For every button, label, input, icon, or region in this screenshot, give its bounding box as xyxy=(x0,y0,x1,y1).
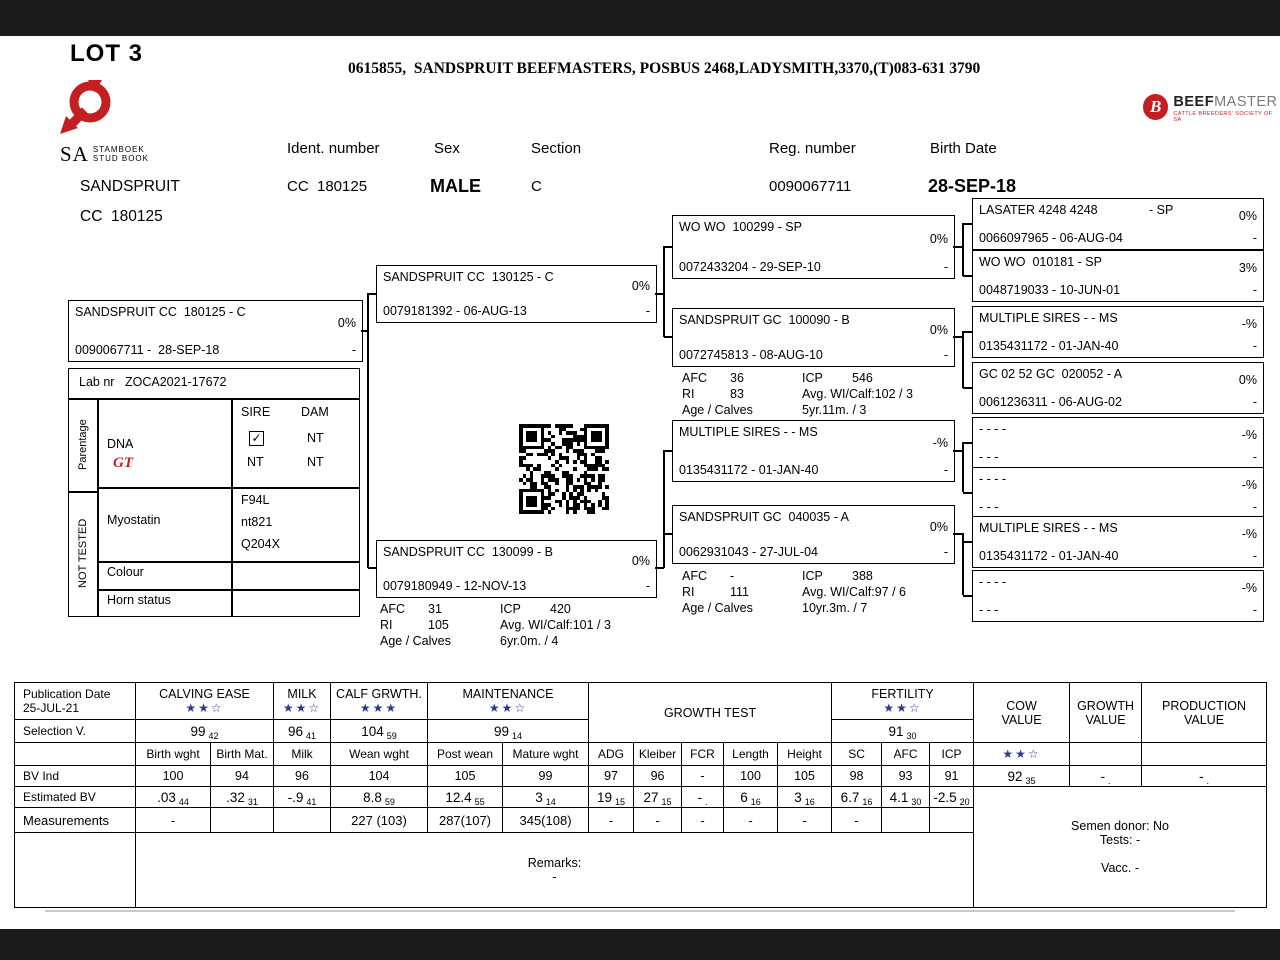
group-header-fertility: FERTILITY ★★☆ xyxy=(832,683,974,720)
afc-value: - xyxy=(730,569,735,583)
empty-cell xyxy=(15,833,136,908)
value-cell: 227 (103) xyxy=(331,808,428,833)
not-tested-side-label: NOT TESTED xyxy=(77,518,89,589)
star-rating: ★★☆ xyxy=(185,701,224,715)
sa-stamboek-logo xyxy=(58,76,188,166)
top-black-bar xyxy=(0,0,1280,36)
pedigree-box-ggp5 xyxy=(972,417,1264,469)
animal-reg: 0135431172 - 01-JAN-40 xyxy=(679,463,819,477)
dna-dam-value: NT xyxy=(307,431,324,445)
lab-value: ZOCA2021-17672 xyxy=(125,375,227,389)
tests-text: Tests: - xyxy=(1099,833,1141,847)
col-header: ADG xyxy=(589,743,634,766)
pedigree-box-ggp2 xyxy=(972,250,1264,302)
avg-value: 102 / 3 xyxy=(874,387,913,401)
age-label: Age / Calves xyxy=(682,601,753,615)
group-header-milk: MILK ★★☆ xyxy=(274,683,331,720)
value-cell: - xyxy=(832,808,882,833)
value-cell: 6 $_{16}$ xyxy=(724,787,778,808)
bottom-black-bar xyxy=(0,929,1280,960)
value-cell xyxy=(930,808,974,833)
myostatin-value-3: Q204X xyxy=(241,537,280,551)
performance-table xyxy=(14,682,1267,908)
sa-logo-line2: STUD BOOK xyxy=(92,154,149,163)
growth-value-cell: - $_.$ xyxy=(1070,766,1142,787)
sire-column-header: SIRE xyxy=(241,405,271,419)
value-cell: - $_.$ xyxy=(682,787,724,808)
value-cell: - xyxy=(136,808,211,833)
age-value: 5yr.11m. / 3 xyxy=(802,403,867,417)
value-cell: 287(107) xyxy=(428,808,503,833)
value-cell: - xyxy=(778,808,832,833)
pedigree-connector xyxy=(963,442,972,444)
dash-value: - xyxy=(1252,283,1257,297)
pedigree-connector xyxy=(663,450,665,568)
qr-code xyxy=(519,424,609,514)
animal-name: SANDSPRUIT CC 130125 - C xyxy=(383,270,554,284)
value-cell: 4.1 $_{30}$ xyxy=(882,787,930,808)
semen-donor-text: Semen donor: No xyxy=(1071,819,1170,833)
icp-label: ICP xyxy=(500,602,521,616)
birth-date-value: 28-SEP-18 xyxy=(928,176,1017,196)
empty-cell xyxy=(1070,743,1142,766)
avg-value: 101 / 3 xyxy=(572,618,611,632)
animal-reg: 0135431172 - 01-JAN-40 xyxy=(979,549,1119,563)
selection-value: 99 $_{42}$ xyxy=(136,720,274,743)
inbreeding-pct: 0% xyxy=(631,279,650,293)
age-label: Age / Calves xyxy=(682,403,753,417)
animal-name: MULTIPLE SIRES - - MS xyxy=(979,311,1118,325)
beefmaster-circle-icon: B xyxy=(1143,94,1168,120)
dam-stats xyxy=(380,602,611,650)
inbreeding-pct: 0% xyxy=(1238,373,1257,387)
dash-value: - xyxy=(1252,395,1257,409)
pedigree-box-sire xyxy=(376,265,657,323)
bv-index-row-label: BV Ind xyxy=(15,766,136,787)
pedigree-connector xyxy=(664,336,672,338)
pedigree-connector xyxy=(655,293,664,295)
col-header: Post wean xyxy=(428,743,503,766)
col-header: Length xyxy=(724,743,778,766)
avg-label: Avg. WI/Calf: xyxy=(802,585,875,599)
pedigree-box-dam xyxy=(376,540,657,598)
inbreeding-pct: 0% xyxy=(337,316,356,330)
pedigree-connector xyxy=(963,595,972,597)
icp-label: ICP xyxy=(802,371,823,385)
animal-reg: - - - xyxy=(979,500,999,514)
value-cell: - xyxy=(634,808,682,833)
col-header: Mature wght xyxy=(503,743,589,766)
dash-value: - xyxy=(943,463,948,477)
remarks-cell xyxy=(136,833,974,908)
parentage-panel xyxy=(68,398,360,617)
col-header: Kleiber xyxy=(634,743,682,766)
pedigree-connector xyxy=(664,533,672,535)
animal-name: WO WO 100299 - SP xyxy=(679,220,802,234)
animal-reg: 0072745813 - 08-AUG-10 xyxy=(679,348,823,362)
animal-reg: 0062931043 - 27-JUL-04 xyxy=(679,545,818,559)
animal-name: SANDSPRUIT GC 100090 - B xyxy=(679,313,850,327)
horn-status-label: Horn status xyxy=(107,593,171,607)
col-header: Birth wght xyxy=(136,743,211,766)
dash-value: - xyxy=(1252,231,1257,245)
cow-value-stars xyxy=(974,743,1070,766)
gt-dam-value: NT xyxy=(307,455,324,469)
myostatin-value-1: F94L xyxy=(241,493,270,507)
pedigree-box-ggp8 xyxy=(972,570,1264,622)
star-rating: ★★☆ xyxy=(883,701,922,715)
col-header: Height xyxy=(778,743,832,766)
breeder-line: 0615855, SANDSPRUIT BEEFMASTERS, POSBUS 2468,LADYSMITH,3370,(T)083-631 3790 xyxy=(348,60,981,77)
animal-name: - - - - xyxy=(979,422,1007,436)
col-header: Birth Mat. xyxy=(211,743,274,766)
dash-value: - xyxy=(943,545,948,559)
reg-number-label: Reg. number xyxy=(769,140,856,157)
measurements-row-label: Measurements xyxy=(15,808,136,833)
group-header-production-value: PRODUCTION VALUE xyxy=(1142,683,1267,743)
inbreeding-pct: -% xyxy=(1241,317,1257,331)
animal-reg: - - - xyxy=(979,450,999,464)
value-cell: 100 xyxy=(724,766,778,787)
icp-value: 388 xyxy=(852,569,873,583)
pedigree-connector xyxy=(953,336,963,338)
star-rating: ★★★ xyxy=(359,701,399,715)
pedigree-connector xyxy=(963,223,972,225)
col-header: SC xyxy=(832,743,882,766)
pedigree-box-ggp1 xyxy=(972,198,1264,250)
dash-value: - xyxy=(1252,549,1257,563)
animal-name: WO WO 010181 - SP xyxy=(979,255,1102,269)
footer-divider xyxy=(45,910,1235,912)
lab-number-box xyxy=(68,368,360,400)
pedigree-box-ggp7 xyxy=(972,516,1264,568)
pedigree-box-gp3 xyxy=(672,420,955,482)
sa-logo-line1: STAMBOEK xyxy=(92,145,145,154)
value-cell: 98 xyxy=(832,766,882,787)
value-cell: 345(108) xyxy=(503,808,589,833)
dash-value: - xyxy=(645,579,650,593)
pedigree-connector xyxy=(963,275,972,277)
dash-value: - xyxy=(351,343,356,357)
production-value-cell: - $_.$ xyxy=(1142,766,1267,787)
animal-name: - - - - xyxy=(979,575,1007,589)
dna-sire-checkbox: ✓ xyxy=(249,431,264,446)
value-cell xyxy=(274,808,331,833)
animal-name-line2: CC 180125 xyxy=(80,208,163,225)
value-cell: -.9 $_{41}$ xyxy=(274,787,331,808)
pedigree-box-gp2 xyxy=(672,308,955,367)
pedigree-box-ggp6 xyxy=(972,467,1264,519)
estimated-bv-row-label: Estimated BV xyxy=(15,787,136,808)
icp-value: 420 xyxy=(550,602,571,616)
ident-number-label: Ident. number xyxy=(287,140,380,157)
beefmaster-subtitle: CATTLE BREEDERS' SOCIETY OF SA xyxy=(1173,111,1273,123)
pedigree-connector xyxy=(953,450,963,452)
sex-label: Sex xyxy=(434,140,460,157)
ri-value: 83 xyxy=(730,387,744,401)
group-header-growth-value: GROWTH VALUE xyxy=(1070,683,1142,743)
pedigree-connector xyxy=(963,387,972,389)
beefmaster-name-bold: BEEF xyxy=(1173,94,1215,110)
section-value: C xyxy=(531,178,542,195)
value-cell: 27 $_{15}$ xyxy=(634,787,682,808)
pedigree-connector xyxy=(663,246,665,337)
ident-number-value: CC 180125 xyxy=(287,178,368,195)
animal-reg: - - - xyxy=(979,603,999,617)
myostatin-value-2: nt821 xyxy=(241,515,273,529)
ri-value: 105 xyxy=(428,618,449,632)
animal-name-line1: SANDSPRUIT xyxy=(80,178,180,195)
value-cell: 12.4 $_{55}$ xyxy=(428,787,503,808)
sa-logo-text: SA xyxy=(60,142,89,166)
pedigree-box-ggp3 xyxy=(972,306,1264,358)
pedigree-connector xyxy=(963,331,972,333)
col-header: AFC xyxy=(882,743,930,766)
pedigree-connector xyxy=(953,533,963,535)
gp2-stats xyxy=(682,371,913,419)
group-header-calving-ease: CALVING EASE ★★☆ xyxy=(136,683,274,720)
section-label: Section xyxy=(531,140,582,157)
dash-value: - xyxy=(1252,603,1257,617)
value-cell: 91 xyxy=(930,766,974,787)
semen-info-cell xyxy=(974,787,1267,908)
lot-number: LOT 3 xyxy=(70,40,144,67)
avg-value: 97 / 6 xyxy=(874,585,906,599)
group-header-maintenance: MAINTENANCE ★★☆ xyxy=(428,683,589,720)
animal-name: SANDSPRUIT CC 130099 - B xyxy=(383,545,553,559)
afc-label: AFC xyxy=(682,569,707,583)
group-header-cow-value: COW VALUE xyxy=(974,683,1070,743)
afc-value: 36 xyxy=(730,371,744,385)
age-label: Age / Calves xyxy=(380,634,451,648)
cow-value-cell: 92 $_{35}$ xyxy=(974,766,1070,787)
birth-date-label: Birth Date xyxy=(930,140,997,157)
value-cell: 100 xyxy=(136,766,211,787)
inbreeding-pct: 0% xyxy=(1238,209,1257,223)
selection-row-label: Selection V. xyxy=(15,720,136,743)
selection-value: 99 $_{14}$ xyxy=(428,720,589,743)
lab-label: Lab nr xyxy=(79,375,115,389)
ri-label: RI xyxy=(380,618,393,632)
value-cell: 3 $_{16}$ xyxy=(778,787,832,808)
sa-stamboek-logo-icon xyxy=(58,76,116,140)
col-header: Wean wght xyxy=(331,743,428,766)
pedigree-connector xyxy=(664,246,672,248)
sex-value: MALE xyxy=(430,176,481,196)
animal-name: LASATER 4248 4248 xyxy=(979,203,1098,217)
value-cell: - xyxy=(724,808,778,833)
empty-cell xyxy=(1142,743,1267,766)
value-cell: .32 $_{31}$ xyxy=(211,787,274,808)
pedigree-box-gp4 xyxy=(672,505,955,564)
value-cell: - xyxy=(682,766,724,787)
dash-value: - xyxy=(1252,450,1257,464)
value-cell: 97 xyxy=(589,766,634,787)
colour-label: Colour xyxy=(107,565,144,579)
pedigree-box-gp1 xyxy=(672,215,955,279)
dash-value: - xyxy=(943,348,948,362)
value-cell: 99 xyxy=(503,766,589,787)
remarks-value: - xyxy=(552,870,557,884)
gp4-stats xyxy=(682,569,906,617)
dam-column-header: DAM xyxy=(301,405,329,419)
animal-name: MULTIPLE SIRES - - MS xyxy=(679,425,818,439)
myostatin-label: Myostatin xyxy=(107,513,161,527)
value-cell: 6.7 $_{16}$ xyxy=(832,787,882,808)
animal-reg: 0079180949 - 12-NOV-13 xyxy=(383,579,527,593)
value-cell: 3 $_{14}$ xyxy=(503,787,589,808)
animal-name: - - - - xyxy=(979,472,1007,486)
icp-value: 546 xyxy=(852,371,873,385)
inbreeding-pct: -% xyxy=(1241,478,1257,492)
pedigree-connector xyxy=(368,567,376,569)
pedigree-connector xyxy=(953,246,963,248)
col-header: Milk xyxy=(274,743,331,766)
animal-reg: 0090067711 - 28-SEP-18 xyxy=(75,343,220,357)
remarks-label: Remarks: xyxy=(527,856,582,870)
animal-name: SANDSPRUIT CC 180125 - C xyxy=(75,305,246,319)
publication-date-cell: Publication Date 25-JUL-21 xyxy=(15,683,136,720)
inbreeding-pct: 0% xyxy=(929,322,948,337)
value-cell xyxy=(211,808,274,833)
star-rating: ★★☆ xyxy=(282,701,322,715)
animal-reg: 0072433204 - 29-SEP-10 xyxy=(679,260,821,274)
empty-cell xyxy=(15,743,136,766)
inbreeding-pct: 3% xyxy=(1238,261,1257,275)
selection-value: 91 $_{30}$ xyxy=(832,720,974,743)
dash-value: - xyxy=(1252,339,1257,353)
inbreeding-pct: -% xyxy=(1241,527,1257,541)
col-header: ICP xyxy=(930,743,974,766)
pedigree-connector xyxy=(368,293,376,295)
animal-name: GC 02 52 GC 020052 - A xyxy=(979,367,1123,381)
afc-label: AFC xyxy=(380,602,405,616)
ri-label: RI xyxy=(682,585,695,599)
animal-name: MULTIPLE SIRES - - MS xyxy=(979,521,1118,535)
value-cell: 105 xyxy=(778,766,832,787)
value-cell: 96 xyxy=(274,766,331,787)
icp-label: ICP xyxy=(802,569,823,583)
pedigree-connector xyxy=(962,223,964,276)
value-cell: 94 xyxy=(211,766,274,787)
inbreeding-pct: -% xyxy=(1241,581,1257,595)
pedigree-connector xyxy=(962,331,964,388)
selection-value: 104 $_{59}$ xyxy=(331,720,428,743)
animal-reg: 0079181392 - 06-AUG-13 xyxy=(383,304,527,318)
ri-value: 111 xyxy=(730,585,750,599)
value-cell: 105 xyxy=(428,766,503,787)
value-cell xyxy=(882,808,930,833)
col-header: FCR xyxy=(682,743,724,766)
value-cell: .03 $_{44}$ xyxy=(136,787,211,808)
inbreeding-pct: 0% xyxy=(631,554,650,568)
value-cell: 8.8 $_{59}$ xyxy=(331,787,428,808)
value-cell: - xyxy=(682,808,724,833)
star-rating: ★★☆ xyxy=(1002,747,1041,761)
group-header-calf-growth: CALF GRWTH. ★★★ xyxy=(331,683,428,720)
selection-value: 96 $_{41}$ xyxy=(274,720,331,743)
value-cell: - xyxy=(589,808,634,833)
avg-label: Avg. WI/Calf: xyxy=(500,618,573,632)
value-cell: 93 xyxy=(882,766,930,787)
dna-label: DNA xyxy=(107,437,134,451)
pedigree-box-subject xyxy=(68,300,363,362)
value-cell: 104 xyxy=(331,766,428,787)
inbreeding-pct: -% xyxy=(932,436,948,450)
value-cell: 96 xyxy=(634,766,682,787)
vaccination-text: Vacc. - xyxy=(1101,861,1140,875)
animal-reg: 0066097965 - 06-AUG-04 xyxy=(979,231,1123,245)
beefmaster-name-light: MASTER xyxy=(1214,94,1278,110)
afc-value: 31 xyxy=(428,602,442,616)
age-value: 10yr.3m. / 7 xyxy=(802,601,868,615)
afc-label: AFC xyxy=(682,371,707,385)
star-rating: ★★☆ xyxy=(488,701,528,715)
reg-number-value: 0090067711 xyxy=(769,178,852,195)
value-cell: 19 $_{15}$ xyxy=(589,787,634,808)
pedigree-connector xyxy=(367,293,369,568)
pedigree-connector xyxy=(963,492,972,494)
dash-value: - xyxy=(645,304,650,318)
animal-reg: 0135431172 - 01-JAN-40 xyxy=(979,339,1119,353)
ri-label: RI xyxy=(682,387,695,401)
value-cell: -2.5 $_{20}$ xyxy=(930,787,974,808)
dash-value: - xyxy=(1252,500,1257,514)
animal-suffix: - SP xyxy=(1149,203,1174,217)
animal-reg: 0048719033 - 10-JUN-01 xyxy=(979,283,1121,297)
animal-name: SANDSPRUIT GC 040035 - A xyxy=(679,510,849,524)
avg-label: Avg. WI/Calf: xyxy=(802,387,875,401)
inbreeding-pct: 0% xyxy=(929,232,948,246)
pedigree-connector xyxy=(664,450,672,452)
inbreeding-pct: 0% xyxy=(929,519,948,534)
age-value: 6yr.0m. / 4 xyxy=(500,634,559,648)
gt-genomics-icon: GT xyxy=(113,455,133,471)
group-header-growth-test: GROWTH TEST xyxy=(589,683,832,743)
dash-value: - xyxy=(943,260,948,274)
pedigree-connector xyxy=(655,567,664,569)
inbreeding-pct: -% xyxy=(1241,428,1257,442)
parentage-side-label: Parentage xyxy=(77,419,89,471)
pedigree-connector xyxy=(361,330,368,332)
pedigree-box-ggp4 xyxy=(972,362,1264,414)
animal-reg: 0061236311 - 06-AUG-02 xyxy=(979,395,1122,409)
pedigree-connector xyxy=(963,541,972,543)
gt-sire-value: NT xyxy=(247,455,264,469)
beefmaster-logo xyxy=(1143,94,1280,123)
